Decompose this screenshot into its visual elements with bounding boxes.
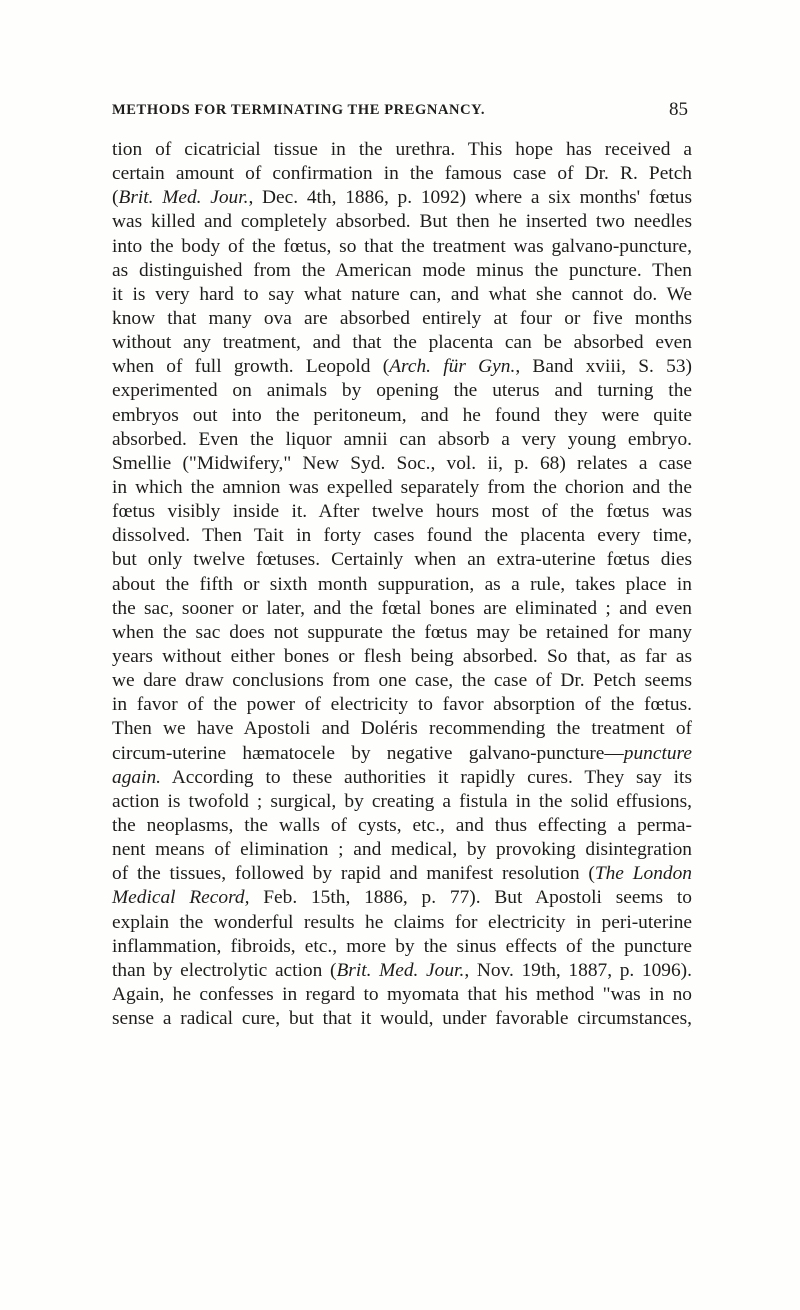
text-line — [112, 814, 692, 838]
text-run: , Nov. 19th, 1887, p. 1096). — [464, 959, 692, 981]
text-run: sense a radical cure, but that it would, under favorable circumstances, — [112, 1008, 692, 1030]
italic-citation: Brit. Med. Jour. — [336, 959, 465, 981]
text-run: explain the wonderful results he claims for electricity in peri-uterine — [112, 911, 692, 933]
text-run: According to these authorities it rapidly cures. They say its — [161, 766, 692, 788]
text-run: ( — [112, 187, 119, 209]
text-line — [112, 935, 692, 959]
italic-citation: Brit. Med. Jour. — [118, 187, 249, 209]
text-line — [112, 742, 692, 766]
text-run: fœtus visibly inside it. After twelve hours most of the fœtus was — [112, 501, 692, 523]
text-run: dissolved. Then Tait in forty cases found the placenta every time, — [112, 525, 692, 547]
text-line — [112, 162, 692, 186]
italic-citation: again. — [112, 766, 162, 788]
text-run: when the sac does not suppurate the fœtus may be retained for many — [112, 621, 692, 643]
italic-citation: The London — [594, 863, 692, 885]
text-line — [112, 573, 692, 597]
text-line — [112, 983, 692, 1007]
text-run: years without either bones or flesh being absorbed. So that, as far as — [112, 645, 692, 667]
text-run: Feb. 15th, 1886, p. 77). But Apostoli seems to — [249, 887, 692, 909]
text-line — [112, 597, 692, 621]
text-line — [112, 331, 692, 355]
text-line — [112, 307, 692, 331]
text-run: absorbed. Even the liquor amnii can absorb a very young embryo. — [112, 428, 692, 450]
text-line — [112, 186, 692, 210]
text-line — [112, 259, 692, 283]
text-line — [112, 500, 692, 524]
text-run: Again, he confesses in regard to myomata that his method "was in no — [112, 983, 692, 1005]
text-line — [112, 452, 692, 476]
text-line — [112, 645, 692, 669]
text-run: when of full growth. Leopold ( — [112, 356, 390, 378]
text-run: the sac, sooner or later, and the fœtal bones are eliminated ; and even — [112, 597, 692, 619]
text-run: , Band xviii, S. 53) — [515, 356, 692, 378]
text-run: tion of cicatricial tissue in the urethra. This hope has received a — [112, 139, 692, 160]
text-run: but only twelve fœtuses. Certainly when an extra-uterine fœtus dies — [112, 549, 692, 571]
text-run: know that many ova are absorbed entirely at four or five months — [112, 307, 692, 329]
text-line — [112, 959, 692, 983]
text-line — [112, 138, 692, 162]
text-run: in favor of the power of electricity to favor absorption of the fœtus. — [112, 694, 692, 716]
text-line — [112, 886, 692, 910]
running-head — [112, 99, 688, 124]
text-line — [112, 621, 692, 645]
italic-citation: Arch. für Gyn. — [389, 356, 516, 378]
text-line — [112, 235, 692, 259]
text-run: embryos out into the peritoneum, and he found they were quite — [112, 404, 692, 426]
text-run: was killed and completely absorbed. But then he inserted two needles — [112, 211, 692, 233]
text-run: nent means of elimination ; and medical, by provoking disintegration — [112, 839, 692, 861]
text-run: it is very hard to say what nature can, and what she cannot do. We — [112, 283, 692, 305]
text-run: action is twofold ; surgical, by creating a fistula in the solid effusions, — [112, 790, 692, 812]
text-run: circum-uterine hæmatocele by negative galvano-puncture— — [112, 742, 624, 764]
text-line — [112, 911, 692, 935]
text-run: inflammation, fibroids, etc., more by the sinus effects of the puncture — [112, 935, 692, 957]
running-title: METHODS FOR TERMINATING THE PREGNANCY. — [112, 102, 486, 118]
text-run: we dare draw conclusions from one case, the case of Dr. Petch seems — [112, 670, 692, 692]
text-run: about the fifth or sixth month suppuration, as a rule, takes place in — [112, 573, 692, 595]
text-line — [112, 283, 692, 307]
text-run: the neoplasms, the walls of cysts, etc., and thus effecting a perma- — [112, 814, 692, 836]
text-line — [112, 862, 692, 886]
text-line — [112, 669, 692, 693]
text-run: than by electrolytic action ( — [112, 959, 337, 981]
text-line — [112, 717, 692, 741]
body-paragraph — [112, 138, 692, 1031]
text-line — [112, 428, 692, 452]
text-line — [112, 524, 692, 548]
text-line — [112, 1007, 692, 1031]
text-run: , Dec. 4th, 1886, p. 1092) where a six months' fœtus — [248, 187, 692, 209]
page-number: 85 — [669, 99, 688, 120]
text-line — [112, 838, 692, 862]
italic-citation: Medical Record, — [112, 887, 250, 909]
text-line — [112, 355, 692, 379]
text-run: Then we have Apostoli and Doléris recommending the treatment of — [112, 718, 692, 740]
text-line — [112, 476, 692, 500]
text-run: as distinguished from the American mode minus the puncture. Then — [112, 259, 692, 281]
text-line — [112, 693, 692, 717]
text-line — [112, 210, 692, 234]
text-run: certain amount of confirmation in the famous case of Dr. R. Petch — [112, 163, 692, 185]
text-line — [112, 548, 692, 572]
text-line — [112, 766, 692, 790]
text-run: into the body of the fœtus, so that the treatment was galvano-puncture, — [112, 235, 692, 257]
text-line — [112, 404, 692, 428]
text-run: without any treatment, and that the placenta can be absorbed even — [112, 332, 692, 354]
italic-citation: puncture — [623, 742, 692, 764]
text-run: of the tissues, followed by rapid and manifest resolution ( — [112, 863, 595, 885]
text-line — [112, 379, 692, 403]
text-run: in which the amnion was expelled separately from the chorion and the — [112, 476, 692, 498]
text-run: Smellie ("Midwifery," New Syd. Soc., vol. ii, p. 68) relates a case — [112, 452, 692, 474]
text-run: experimented on animals by opening the uterus and turning the — [112, 380, 692, 402]
text-line — [112, 790, 692, 814]
